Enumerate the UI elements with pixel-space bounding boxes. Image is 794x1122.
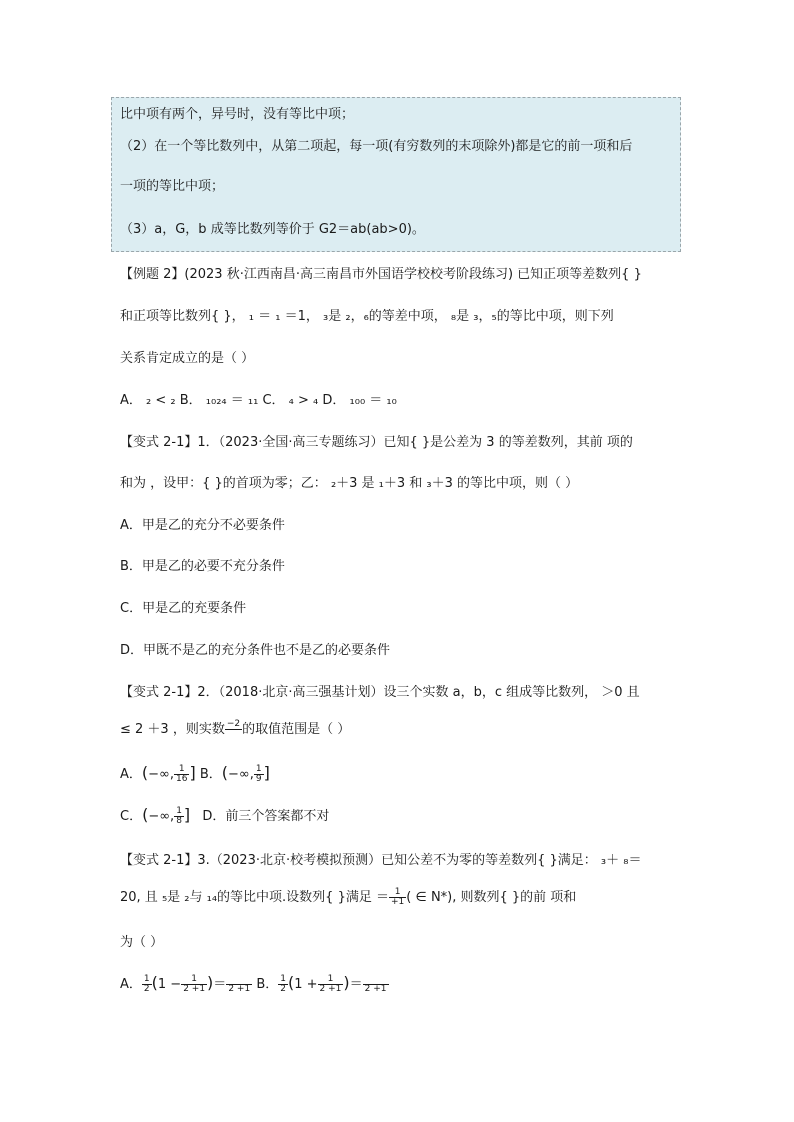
variant3-opt-a-fnum: 1: [181, 975, 207, 985]
variant1-option-a: A．甲是乙的充分不必要条件: [120, 518, 285, 533]
variant2-fraction: [225, 720, 242, 739]
variant2-opt-a-val: −∞,: [148, 767, 175, 782]
variant2-line-2: [120, 720, 350, 739]
variant3-opt-a-label: A．: [120, 977, 142, 992]
variant2-options-ab: A．(−∞, $\frac{1}{16}$ ] B．(−∞, $\frac{1}{9}$ ]: [120, 763, 270, 784]
summary-line-4: （3）a，G，b 成等比数列等价于 G2＝ab(ab>0)。: [120, 222, 425, 237]
variant1-option-b: B．甲是乙的必要不充分条件: [120, 559, 285, 574]
variant3-opt-a-eq: ＝: [213, 977, 227, 992]
variant1-line-2: 和为 ，设甲：{ }的首项为零；乙： ₂＋3 是 ₁＋3 和 ₃＋3 的等比中项，则（ ）: [120, 476, 579, 491]
variant3-opt-b-frac: [318, 975, 344, 994]
variant2-opt-a-den: 16: [176, 774, 188, 784]
variant3-opt-a-rden: 2 +1: [228, 984, 251, 994]
variant2-opt-b-label: B．: [199, 767, 222, 782]
variant2-opt-b-val: −∞,: [228, 767, 254, 782]
variant2-opt-b-frac: [254, 765, 264, 784]
variant2-opt-a-frac: [174, 765, 189, 784]
variant3-opt-b-half-num: 1: [280, 974, 286, 984]
variant2-opt-a-label: A．: [120, 767, 142, 782]
variant2-opt-c-den: 8: [176, 816, 182, 826]
variant3-line-2-b: ( ∈ N*), 则数列{ }的前 项和: [406, 890, 577, 905]
example2-line-1: 【例题 2】(2023 秋·江西南昌·高三南昌市外国语学校校考阶段练习) 已知正项等差数列{ }: [120, 267, 642, 282]
variant1-line-1: 【变式 2-1】1．（2023·全国·高三专题练习）已知{ }是公差为 3 的等差数列，其前 项的: [120, 435, 633, 450]
variant3-opt-b-fden: 2 +1: [319, 984, 342, 994]
variant2-opt-c-label: C．: [120, 809, 143, 824]
variant2-opt-d: D．前三个答案都不对: [202, 809, 330, 824]
variant3-opt-a-inner: 1 −: [157, 977, 182, 992]
variant3-opt-b-label: B．: [256, 977, 279, 992]
variant3-line-1: 【变式 2-1】3.（2023·北京·校考模拟预测）已知公差不为零的等差数列{ }满足： ₃＋ ₈＝: [120, 853, 642, 868]
variant2-opt-b-den: 9: [255, 774, 262, 784]
variant2-opt-c-val: −∞,: [148, 809, 175, 824]
variant3-opt-a-frac: [181, 975, 207, 994]
variant1-option-c: C．甲是乙的充要条件: [120, 601, 247, 616]
variant3-opt-b-half: [278, 975, 288, 994]
variant3-fraction-num: 1: [389, 888, 406, 898]
variant3-opt-b-rden: 2 +1: [364, 984, 387, 994]
variant3-opt-b-fnum: 1: [318, 975, 344, 985]
variant2-options-cd: C．(−∞, $\frac{1}{8}$ ] D．前三个答案都不对: [120, 805, 330, 826]
summary-line-3: 一项的等比中项；: [120, 179, 225, 194]
variant2-line-2-a: ≤ 2 ＋3 ，则实数: [120, 722, 225, 737]
variant3-opt-a-fden: 2 +1: [183, 984, 206, 994]
variant3-opt-b-half-den: 2: [280, 984, 286, 994]
example2-line-3: 关系肯定成立的是（ ）: [120, 351, 255, 366]
variant3-line-3: 为（ ）: [120, 935, 164, 950]
example2-line-2: 和正项等比数列{ }， ₁ ＝ ₁ ＝1， ₃是 ₂，₆的等差中项， ₈是 ₃，₅的等比中项，则下列: [120, 309, 614, 324]
variant3-options: A． $\frac{1}{2}$ (1 − $\frac{1}{2 +1}$ )＝ 2 +1 B． $\frac{1}{2}$ (1 + $\frac{1}{2 +1}$ )＝ 2 +1: [120, 973, 387, 994]
variant3-opt-a-half: [142, 975, 152, 994]
variant2-opt-c-frac: [174, 807, 184, 826]
variant3-opt-a-result: [226, 975, 252, 994]
variant3-fraction: [389, 888, 406, 907]
variant3-opt-b-eq: ＝: [349, 977, 363, 992]
variant2-fraction-num: −2: [226, 719, 241, 729]
variant3-opt-a-half-num: 1: [143, 974, 150, 984]
variant3-opt-b-result: [363, 975, 389, 994]
summary-line-1: 比中项有两个，异号时，没有等比中项；: [120, 107, 355, 122]
variant3-fraction-den: +1: [391, 897, 405, 907]
variant3-opt-a-half-den: 2: [143, 984, 150, 994]
variant2-line-2-b: 的取值范围是（ ）: [242, 722, 351, 737]
summary-line-2: （2）在一个等比数列中，从第二项起，每一项(有穷数列的末项除外)都是它的前一项和后: [120, 139, 633, 154]
variant3-line-2-a: 20, 且 ₅是 ₂与 ₁₄的等比中项.设数列{ }满足 ＝: [120, 890, 389, 905]
variant2-line-1: 【变式 2-1】2．（2018·北京·高三强基计划）设三个实数 a，b，c 组成等比数列， ＞0 且: [120, 685, 640, 700]
summary-box: [111, 97, 681, 252]
variant2-opt-a-num: 1: [174, 765, 189, 775]
example2-options: A． ₂ < ₂ B． ₁₀₂₄ ＝ ₁₁ C． ₄ > ₄ D． ₁₀₀ ＝ ₁₀: [120, 393, 397, 408]
variant2-opt-b-num: 1: [255, 764, 262, 774]
variant1-option-d: D．甲既不是乙的充分条件也不是乙的必要条件: [120, 643, 391, 658]
variant3-opt-b-inner: 1 +: [294, 977, 318, 992]
variant2-opt-c-num: 1: [176, 806, 182, 816]
variant3-line-2: [120, 888, 576, 907]
